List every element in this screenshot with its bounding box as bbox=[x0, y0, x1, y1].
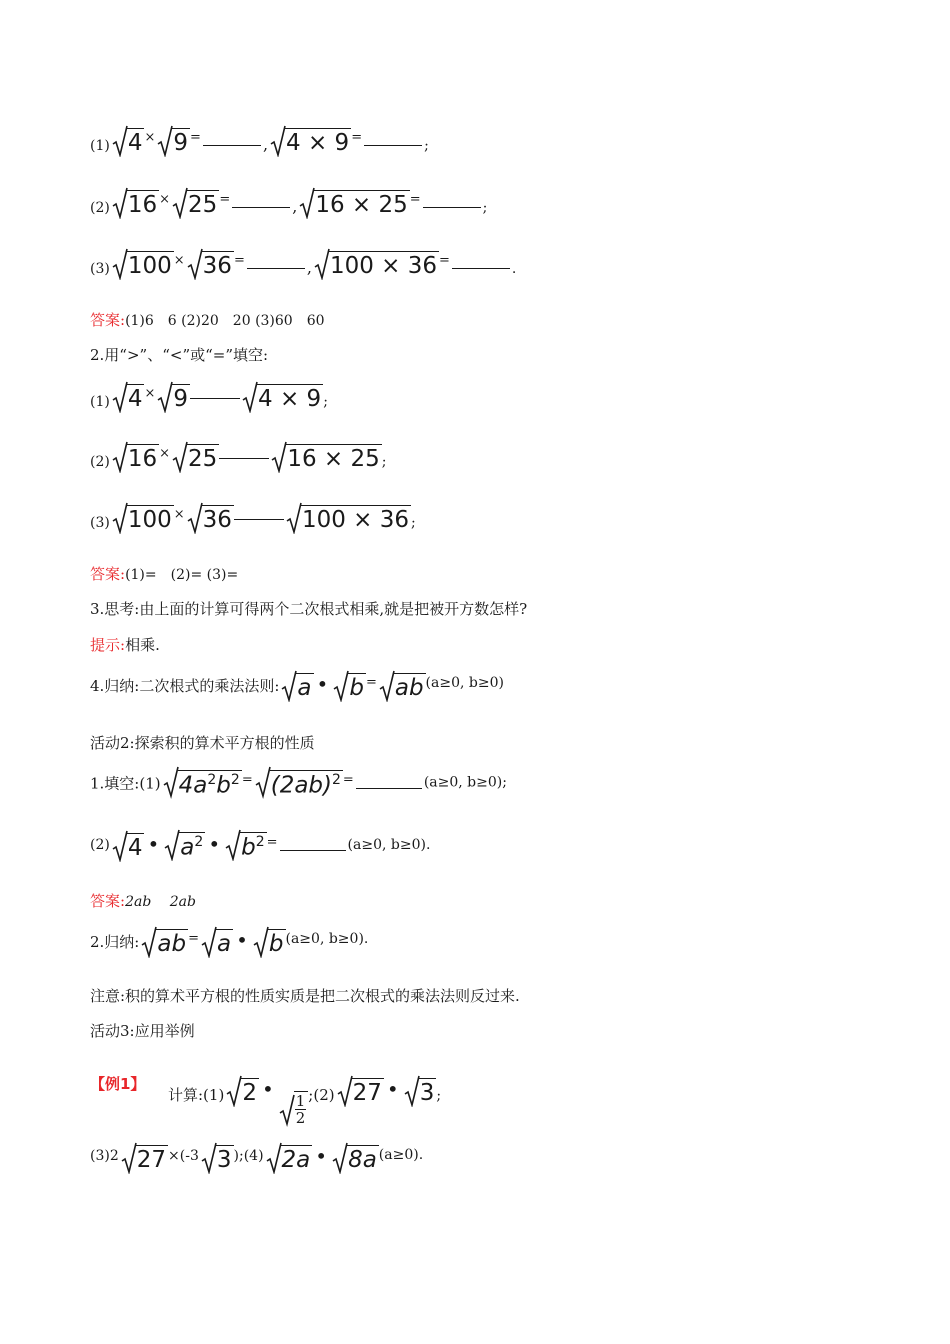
sqrt: 8a bbox=[332, 1145, 379, 1173]
sqrt bbox=[279, 1091, 309, 1126]
sqrt: ab bbox=[379, 673, 426, 701]
answer-text: (1)= (2)= (3)= bbox=[125, 567, 239, 583]
times-sign: × bbox=[173, 253, 185, 268]
calc-question-3: (3) 100 × 36 = , 100 × 36 =. bbox=[90, 251, 516, 279]
sqrt: 36 bbox=[187, 251, 234, 279]
sqrt: 9 bbox=[157, 128, 190, 156]
answer-blank[interactable] bbox=[280, 850, 346, 851]
compare-question-1: (1) 4 × 9 4 × 9 ; bbox=[90, 384, 328, 412]
sqrt: 100 × 36 bbox=[286, 505, 411, 533]
sqrt: $a^2$ bbox=[164, 832, 205, 861]
sqrt: $4a^2b^2$ bbox=[163, 770, 242, 799]
answer-label: 答案: bbox=[90, 892, 126, 910]
item-number: (3) bbox=[90, 261, 110, 277]
sqrt: ab bbox=[141, 929, 188, 957]
think-question: 3.思考:由上面的计算可得两个二次根式相乘,就是把被开方数怎样? bbox=[90, 600, 528, 618]
answer-blank[interactable] bbox=[356, 788, 422, 789]
item-number: (2) bbox=[90, 200, 110, 216]
fraction: $\frac{1}{2}$ bbox=[295, 1092, 306, 1127]
answer-blank[interactable] bbox=[364, 145, 422, 146]
sqrt: 25 bbox=[172, 190, 219, 218]
note-line: 注意:积的算术平方根的性质实质是把二次根式的乘法法则反过来. bbox=[90, 987, 520, 1005]
sqrt: 16 × 25 bbox=[271, 444, 381, 472]
answer-line-3 bbox=[90, 890, 196, 911]
activity-2-title: 活动2:探索积的算术平方根的性质 bbox=[90, 734, 315, 752]
item-number: (1) bbox=[90, 138, 110, 154]
sqrt: 4 bbox=[112, 833, 145, 861]
answer-blank[interactable] bbox=[203, 145, 261, 146]
answer-label: 答案: bbox=[90, 565, 126, 583]
sqrt: 4 × 9 bbox=[270, 128, 351, 156]
example-label: 【例1】 bbox=[90, 1075, 146, 1093]
hint-label: 提示: bbox=[90, 636, 126, 654]
sqrt: 27 bbox=[121, 1145, 168, 1173]
answer-blank[interactable] bbox=[423, 207, 481, 208]
sqrt: 100 bbox=[112, 505, 174, 533]
sqrt: b bbox=[333, 673, 366, 701]
activity-3-title: 活动3:应用举例 bbox=[90, 1022, 195, 1040]
answer-text: (1)6 6 (2)20 20 (3)60 60 bbox=[125, 313, 325, 329]
sqrt: a bbox=[201, 929, 233, 957]
answer-blank[interactable] bbox=[232, 207, 290, 208]
sqrt: 16 bbox=[112, 190, 159, 218]
multiplication-rule: 4.归纳:二次根式的乘法法则: a • b = ab (a≥0, b≥0) bbox=[90, 672, 504, 701]
answer-label: 答案: bbox=[90, 311, 126, 329]
compare-question-3: (3) 100 × 36 100 × 36 ; bbox=[90, 505, 416, 533]
sqrt: $(2ab)^2$ bbox=[255, 770, 343, 799]
sqrt: 25 bbox=[172, 444, 219, 472]
sqrt: 4 bbox=[112, 128, 145, 156]
sqrt: 16 × 25 bbox=[299, 190, 409, 218]
sqrt: 27 bbox=[337, 1078, 384, 1106]
sqrt: a bbox=[281, 673, 313, 701]
times-sign: × bbox=[159, 192, 171, 207]
sqrt: 2 bbox=[226, 1078, 259, 1106]
compare-title: 2.用“>”、“<”或“=”填空: bbox=[90, 346, 269, 364]
fill-question-2: (2) 4 • $a^2$ • $b^2$ = (a≥0, b≥0). bbox=[90, 832, 431, 861]
answer-blank[interactable] bbox=[247, 268, 305, 269]
property-rule: 2.归纳: ab = a • b (a≥0, b≥0). bbox=[90, 928, 369, 957]
sqrt: 9 bbox=[157, 384, 190, 412]
answer-line-2 bbox=[90, 563, 238, 584]
sqrt: 2a bbox=[266, 1145, 313, 1173]
hint-line bbox=[90, 634, 160, 655]
times-sign: × bbox=[144, 130, 156, 145]
sqrt: 16 bbox=[112, 444, 159, 472]
hint-text: 相乘. bbox=[125, 636, 160, 654]
compare-question-2: (2) 16 × 25 16 × 25 ; bbox=[90, 444, 386, 472]
compare-blank[interactable] bbox=[219, 458, 269, 459]
sqrt: 3 bbox=[404, 1078, 437, 1106]
sqrt: 100 bbox=[112, 251, 174, 279]
calc-question-1: (1) 4 × 9 = , 4 × 9 =; bbox=[90, 128, 429, 156]
sqrt: b bbox=[253, 929, 286, 957]
answer-text: 2ab 2ab bbox=[125, 894, 196, 910]
compare-blank[interactable] bbox=[234, 519, 284, 520]
answer-blank[interactable] bbox=[452, 268, 510, 269]
sqrt: 4 bbox=[112, 384, 145, 412]
fill-question-1: 1.填空:(1) $4a^2b^2$ = $(2ab)^2$ = (a≥0, b≥0); bbox=[90, 770, 507, 799]
sqrt: $b^2$ bbox=[225, 832, 267, 861]
calc-question-2: (2) 16 × 25 = , 16 × 25 =; bbox=[90, 190, 487, 218]
sqrt: 3 bbox=[201, 1145, 234, 1173]
example-1-line-1: 计算:(1) 2 • $\frac{1}{2}$ ;(2) 27 • 3 ; bbox=[168, 1077, 442, 1127]
compare-blank[interactable] bbox=[190, 398, 240, 399]
sqrt: 4 × 9 bbox=[242, 384, 323, 412]
example-1-line-2: (3)2 27 ×(-3 3 );(4) 2a • 8a (a≥0). bbox=[90, 1144, 424, 1173]
sqrt: 100 × 36 bbox=[314, 251, 439, 279]
sqrt: 36 bbox=[187, 505, 234, 533]
answer-line-1 bbox=[90, 309, 325, 330]
